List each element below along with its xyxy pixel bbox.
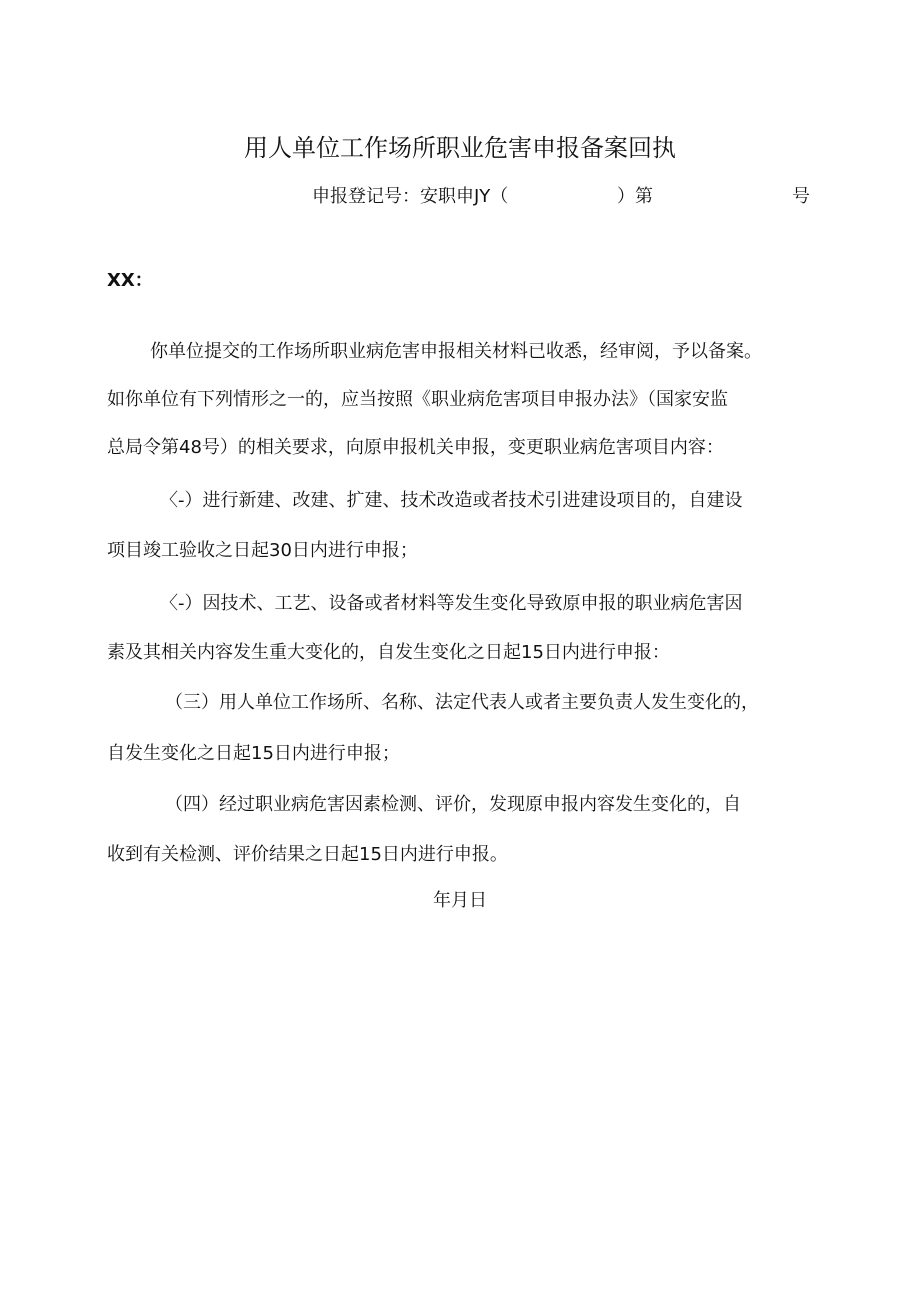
body-line-10: （四）经过职业病危害因素检测、评价，发现原申报内容发生变化的，自 (165, 794, 741, 815)
addressee: XX： (107, 270, 153, 291)
registration-hao: 号 (792, 186, 810, 207)
registration-label: 申报登记号：安职申JY（ (312, 186, 509, 207)
body-line-6: 〈-）因技术、工艺、设备或者材料等发生变化导致原申报的职业病危害因 (160, 593, 743, 614)
body-line-3: 总局令第48号）的相关要求，向原申报机关申报，变更职业病危害项目内容： (107, 437, 724, 458)
date-line: 年月日 (433, 890, 487, 911)
body-line-5: 项目竣工验收之日起30日内进行申报； (107, 540, 418, 561)
body-line-9: 自发生变化之日起15日内进行申报； (107, 743, 400, 764)
registration-close-paren-di: ）第 (617, 186, 653, 207)
document-title: 用人单位工作场所职业危害申报备案回执 (244, 134, 676, 162)
body-line-4: 〈-）进行新建、改建、扩建、技术改造或者技术引进建设项目的，自建设 (160, 490, 743, 511)
body-line-7: 素及其相关内容发生重大变化的，自发生变化之日起15日内进行申报： (107, 642, 670, 663)
body-line-8: （三）用人单位工作场所、名称、法定代表人或者主要负责人发生变化的， (165, 692, 759, 713)
body-line-2: 如你单位有下列情形之一的，应当按照《职业病危害项目申报办法》（国家安监 (107, 389, 728, 410)
body-line-1: 你单位提交的工作场所职业病危害申报相关材料已收悉，经审阅，予以备案。 (150, 341, 762, 362)
body-line-11: 收到有关检测、评价结果之日起15日内进行申报。 (107, 844, 508, 865)
